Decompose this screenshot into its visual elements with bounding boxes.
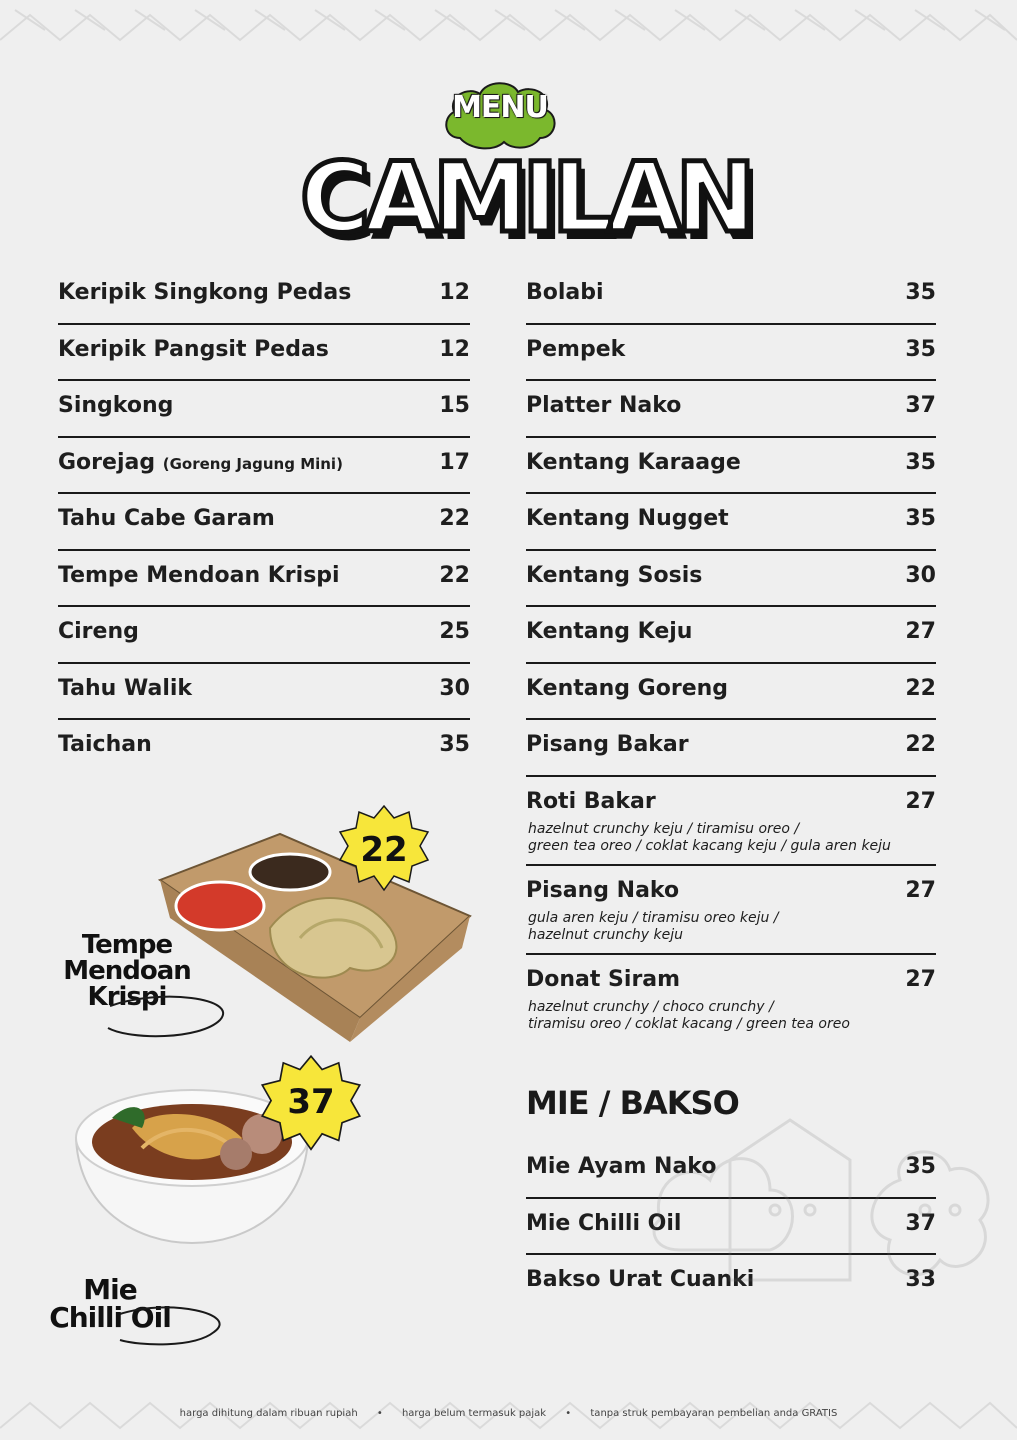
doodle-decoration	[640, 1100, 1010, 1340]
item-price: 30	[439, 675, 470, 701]
item-price: 27	[905, 619, 936, 644]
item-price: 27	[905, 966, 936, 992]
feature-caption-2-line1: Mie	[83, 1273, 137, 1306]
feature-caption-1-line1: Tempe	[81, 930, 173, 960]
item-name	[58, 393, 173, 418]
item-price: 22	[905, 675, 936, 701]
menu-item	[526, 955, 936, 1044]
item-name: Bakso Urat Cuanki	[526, 1267, 755, 1292]
menu-item	[58, 325, 470, 382]
menu-item	[58, 494, 470, 551]
top-pattern-decoration	[0, 0, 1017, 52]
item-name-text: Keripik Singkong Pedas	[58, 280, 352, 305]
item-name: Kentang Keju	[526, 619, 693, 644]
page-title: CAMILAN	[300, 142, 750, 254]
item-price: 35	[905, 449, 936, 475]
menu-item	[526, 777, 936, 866]
item-price: 27	[905, 788, 936, 814]
menu-item	[58, 607, 470, 664]
item-price: 37	[905, 1210, 936, 1236]
item-description-line: green tea oreo / coklat kacang keju / gula aren keju	[528, 837, 891, 854]
item-price: 35	[905, 336, 936, 362]
item-price: 35	[439, 732, 470, 757]
item-price: 35	[905, 1154, 936, 1179]
menu-item	[526, 438, 936, 495]
item-price: 30	[905, 562, 936, 588]
menu-item	[526, 607, 936, 664]
item-description	[528, 821, 908, 855]
menu-item	[526, 268, 936, 325]
item-name: Pempek	[526, 336, 626, 362]
menu-item	[58, 438, 470, 495]
item-name-text: Tempe Mendoan Krispi	[58, 562, 340, 588]
item-name: Pisang Bakar	[526, 732, 689, 757]
item-name: Mie Chilli Oil	[526, 1210, 682, 1236]
left-menu-list	[58, 268, 470, 777]
item-name: Donat Siram	[526, 966, 681, 992]
menu-item	[58, 268, 470, 325]
item-name-text: Tahu Cabe Garam	[58, 506, 275, 531]
feature-caption-1-line2: Mendoan	[63, 956, 191, 986]
menu-item	[526, 551, 936, 608]
item-price: 35	[905, 506, 936, 531]
item-price: 22	[439, 506, 470, 531]
caption-swoosh-1	[100, 988, 240, 1048]
menu-title	[300, 70, 750, 270]
item-name	[58, 619, 139, 644]
item-price: 33	[905, 1267, 936, 1292]
section-heading-mie-bakso: MIE / BAKSO	[526, 1084, 739, 1122]
item-description	[528, 999, 908, 1033]
item-description	[528, 910, 908, 944]
menu-item	[526, 664, 936, 721]
item-description-line: hazelnut crunchy keju	[528, 926, 683, 943]
right-menu-list	[526, 268, 936, 1044]
item-name-text: Gorejag	[58, 449, 156, 475]
menu-item	[526, 866, 936, 955]
footer-note-1: harga dihitung dalam ribuan rupiah	[179, 1408, 358, 1419]
feature-price-1: 22	[360, 830, 408, 870]
menu-item	[526, 325, 936, 382]
item-description-line: tiramisu oreo / coklat kacang / green tea oreo	[528, 1015, 850, 1032]
feature-caption-2-line2: Chilli Oil	[49, 1301, 171, 1334]
item-price: 27	[905, 877, 936, 903]
item-name: Kentang Goreng	[526, 675, 729, 701]
item-price: 12	[439, 280, 470, 305]
item-price: 22	[905, 732, 936, 757]
feature-price-2: 37	[287, 1082, 335, 1122]
item-name: Kentang Karaage	[526, 449, 741, 475]
item-name	[58, 337, 329, 362]
menu-item	[58, 381, 470, 438]
item-price: 15	[439, 393, 470, 418]
menu-item	[526, 720, 936, 777]
footer-separator-1: •	[376, 1408, 383, 1419]
item-description-line: hazelnut crunchy / choco crunchy /	[528, 998, 774, 1015]
item-price: 37	[905, 393, 936, 418]
item-name-text: Cireng	[58, 619, 139, 644]
item-name	[58, 506, 275, 531]
menu-badge-label: MENU	[452, 90, 548, 125]
item-name	[58, 280, 351, 305]
item-name: Pisang Nako	[526, 877, 680, 903]
item-name: Kentang Nugget	[526, 506, 729, 531]
item-name-text: Keripik Pangsit Pedas	[58, 336, 329, 362]
item-name-text: Taichan	[58, 732, 152, 757]
footer-note-3: tanpa struk pembayaran pembelian anda GRATIS	[590, 1408, 838, 1419]
footer-separator-2: •	[565, 1408, 572, 1419]
menu-item	[526, 494, 936, 551]
item-name-text: Tahu Walik	[58, 675, 193, 701]
item-name: Kentang Sosis	[526, 562, 703, 588]
item-name: Platter Nako	[526, 393, 682, 418]
item-price: 25	[439, 619, 470, 644]
item-name	[58, 732, 152, 757]
item-name-note: (Goreng Jagung Mini)	[162, 454, 343, 473]
item-description-line: hazelnut crunchy keju / tiramisu oreo /	[528, 820, 800, 837]
menu-item	[58, 551, 470, 608]
menu-item	[58, 720, 470, 777]
item-price: 35	[905, 280, 936, 305]
item-name	[58, 563, 340, 588]
item-name	[58, 450, 343, 475]
item-price: 17	[439, 449, 470, 475]
footer-note-2: harga belum termasuk pajak	[401, 1408, 547, 1419]
menu-item	[526, 381, 936, 438]
caption-swoosh-2	[110, 1300, 230, 1354]
feature-caption-1-line3: Krispi	[87, 982, 167, 1012]
item-price: 22	[439, 562, 470, 588]
footer-notes	[0, 1408, 1017, 1419]
item-name: Bolabi	[526, 280, 604, 305]
menu-item	[58, 664, 470, 721]
item-name: Roti Bakar	[526, 788, 656, 814]
item-description-line: gula aren keju / tiramisu oreo keju /	[528, 909, 779, 926]
item-name-text: Singkong	[58, 393, 174, 418]
item-price: 12	[439, 336, 470, 362]
item-name: Mie Ayam Nako	[526, 1154, 717, 1179]
item-name	[58, 676, 192, 701]
